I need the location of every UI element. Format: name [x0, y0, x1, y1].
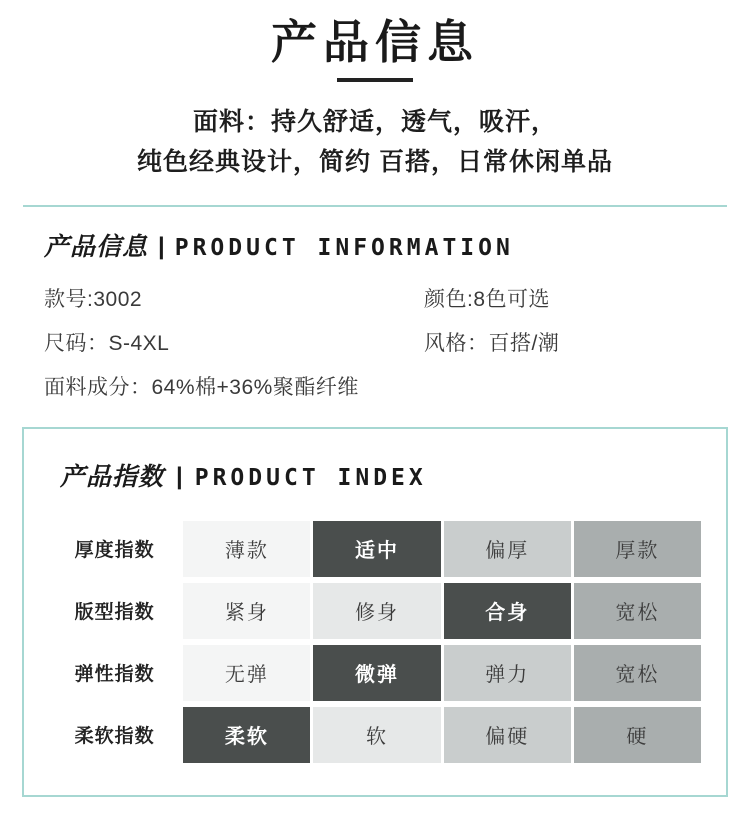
cell-elasticity-3: 弹力: [444, 645, 571, 701]
info-item-color: 颜色:8色可选: [424, 287, 551, 311]
row-label-fit: 版型指数: [74, 602, 155, 623]
product-index-heading-cn: 产品指数: [60, 462, 165, 491]
table-row: [49, 583, 701, 639]
info-item-size: 尺码：S-4XL: [44, 331, 170, 355]
row-label-thickness: 厚度指数: [74, 540, 155, 561]
product-index-table: [46, 515, 704, 769]
cell-thickness-3: 偏厚: [444, 521, 571, 577]
subtitle-block: [0, 102, 750, 183]
table-row: [49, 521, 701, 577]
page-header: [0, 0, 750, 183]
info-item-style: 风格：百搭/潮: [424, 331, 560, 355]
product-information-heading-en: PRODUCT INFORMATION: [174, 234, 514, 261]
product-information-section: [0, 207, 750, 401]
cell-softness-1: 柔软: [183, 707, 310, 763]
product-index-heading-separator: |: [176, 462, 183, 490]
product-information-heading: [44, 227, 706, 263]
cell-thickness-1: 薄款: [183, 521, 310, 577]
subtitle-line-1: 面料：持久舒适，透气，吸汗，: [192, 107, 557, 136]
cell-thickness-2: 适中: [313, 521, 440, 577]
product-information-heading-cn: 产品信息: [44, 232, 149, 261]
cell-elasticity-4: 宽松: [574, 645, 701, 701]
cell-fit-3: 合身: [444, 583, 571, 639]
info-item-fabric-composition: 面料成分：64%棉+36%聚酯纤维: [44, 375, 359, 399]
cell-fit-2: 修身: [313, 583, 440, 639]
product-index-heading-en: PRODUCT INDEX: [194, 464, 427, 491]
product-information-grid: [44, 283, 706, 401]
cell-softness-3: 偏硬: [444, 707, 571, 763]
cell-elasticity-2: 微弹: [313, 645, 440, 701]
page-title: 产品信息: [271, 16, 479, 68]
product-index-section: [22, 427, 728, 797]
row-label-softness: 柔软指数: [74, 726, 155, 747]
table-row: [49, 707, 701, 763]
cell-fit-4: 宽松: [574, 583, 701, 639]
table-row: [49, 645, 701, 701]
subtitle-line-2: 纯色经典设计，简约 百搭，日常休闲单品: [137, 148, 613, 176]
product-index-heading: [60, 457, 704, 493]
cell-softness-4: 硬: [574, 707, 701, 763]
cell-fit-1: 紧身: [183, 583, 310, 639]
cell-thickness-4: 厚款: [574, 521, 701, 577]
cell-softness-2: 软: [313, 707, 440, 763]
cell-elasticity-1: 无弹: [183, 645, 310, 701]
product-information-heading-separator: |: [158, 232, 165, 260]
title-underline: [337, 78, 413, 82]
info-item-style-number: 款号:3002: [44, 287, 143, 311]
row-label-elasticity: 弹性指数: [74, 664, 155, 685]
